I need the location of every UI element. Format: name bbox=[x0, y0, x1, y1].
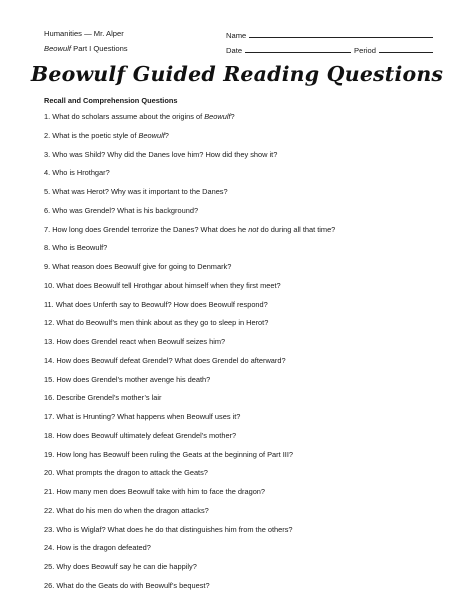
question-item bbox=[44, 521, 444, 540]
question-item bbox=[44, 502, 444, 521]
name-label: Name bbox=[226, 31, 247, 40]
question-item bbox=[44, 389, 444, 408]
question-item bbox=[44, 464, 444, 483]
question-item bbox=[44, 427, 444, 446]
assignment-label bbox=[44, 44, 128, 53]
question-item bbox=[44, 483, 444, 502]
question-text: 13. How does Grendel react when Beowulf seizes him? bbox=[44, 337, 226, 346]
question-item bbox=[44, 164, 444, 183]
page-title: Beowulf Guided Reading Questions bbox=[30, 62, 444, 86]
name-line bbox=[226, 29, 433, 40]
question-item bbox=[44, 127, 444, 146]
question-text: do during all that time? bbox=[258, 224, 336, 234]
question-item bbox=[44, 371, 444, 390]
period-label: Period bbox=[354, 46, 376, 55]
date-blank[interactable] bbox=[245, 44, 351, 53]
question-text: Beowulf bbox=[138, 130, 165, 140]
date-label: Date bbox=[226, 46, 243, 55]
question-text: 5. What was Herot? Why was it important to the Danes? bbox=[44, 187, 228, 196]
question-text: Beowulf bbox=[204, 112, 231, 121]
course-label: Humanities — Mr. Alper bbox=[44, 29, 124, 38]
question-text: 16. Describe Grendel’s mother’s lair bbox=[44, 393, 162, 403]
question-text: 4. Who is Hrothgar? bbox=[44, 168, 110, 178]
question-list bbox=[44, 108, 444, 596]
assignment-subtitle: Part I Questions bbox=[71, 44, 128, 53]
question-text: 11. What does Unferth say to Beowulf? How does Beowulf respond? bbox=[44, 299, 268, 309]
section-heading: Recall and Comprehension Questions bbox=[44, 96, 178, 105]
question-item bbox=[44, 446, 444, 465]
question-text: 12. What do Beowulf’s men think about as they go to sleep in Herot? bbox=[44, 318, 269, 328]
question-item bbox=[44, 314, 444, 333]
question-text: 25. Why does Beowulf say he can die happily? bbox=[44, 562, 197, 571]
question-item bbox=[44, 183, 444, 202]
question-text: 14. How does Beowulf defeat Grendel? What does Grendel do afterward? bbox=[44, 355, 286, 365]
question-text: 24. How is the dragon defeated? bbox=[44, 543, 151, 553]
question-item bbox=[44, 239, 444, 258]
question-item bbox=[44, 539, 444, 558]
question-item bbox=[44, 146, 444, 165]
question-item bbox=[44, 577, 444, 596]
question-item bbox=[44, 333, 444, 352]
question-text: 17. What is Hrunting? What happens when Beowulf uses it? bbox=[44, 412, 241, 421]
question-text: 7. How long does Grendel terrorize the Danes? What does he bbox=[44, 224, 249, 234]
question-text: 9. What reason does Beowulf give for going to Denmark? bbox=[44, 262, 232, 271]
question-item bbox=[44, 202, 444, 221]
question-text: 15. How does Grendel’s mother avenge his death? bbox=[44, 374, 211, 384]
question-item bbox=[44, 296, 444, 315]
question-item bbox=[44, 408, 444, 427]
question-text: ? bbox=[230, 112, 235, 121]
question-text: 1. What do scholars assume about the origins of bbox=[44, 112, 205, 121]
question-text: 3. Who was Shild? Why did the Danes love him? How did they show it? bbox=[44, 149, 278, 159]
question-text: 22. What do his men do when the dragon attacks? bbox=[44, 505, 209, 515]
question-text: not bbox=[248, 224, 259, 234]
question-text: 21. How many men does Beowulf take with him to face the dragon? bbox=[44, 487, 266, 496]
question-text: 19. How long has Beowulf been ruling the Geats at the beginning of Part III? bbox=[44, 449, 293, 459]
question-item bbox=[44, 277, 444, 296]
question-item bbox=[44, 258, 444, 277]
question-text: 10. What does Beowulf tell Hrothgar about himself when they first meet? bbox=[44, 280, 281, 290]
question-text: 8. Who is Beowulf? bbox=[44, 243, 108, 253]
period-blank[interactable] bbox=[379, 44, 433, 53]
name-blank[interactable] bbox=[249, 29, 433, 38]
question-text: 26. What do the Geats do with Beowulf’s bequest? bbox=[44, 580, 210, 590]
question-text: 23. Who is Wiglaf? What does he do that distinguishes him from the others? bbox=[44, 524, 293, 534]
question-text: 20. What prompts the dragon to attack the Geats? bbox=[44, 468, 208, 478]
assignment-title: Beowulf bbox=[44, 44, 72, 53]
question-item bbox=[44, 108, 444, 127]
question-item bbox=[44, 352, 444, 371]
date-period-line bbox=[226, 44, 433, 55]
question-item bbox=[44, 221, 444, 240]
question-text: ? bbox=[164, 130, 169, 140]
question-item bbox=[44, 558, 444, 577]
question-text: 2. What is the poetic style of bbox=[44, 130, 139, 140]
question-text: 18. How does Beowulf ultimately defeat Grendel’s mother? bbox=[44, 430, 237, 440]
question-text: 6. Who was Grendel? What is his background? bbox=[44, 205, 199, 215]
